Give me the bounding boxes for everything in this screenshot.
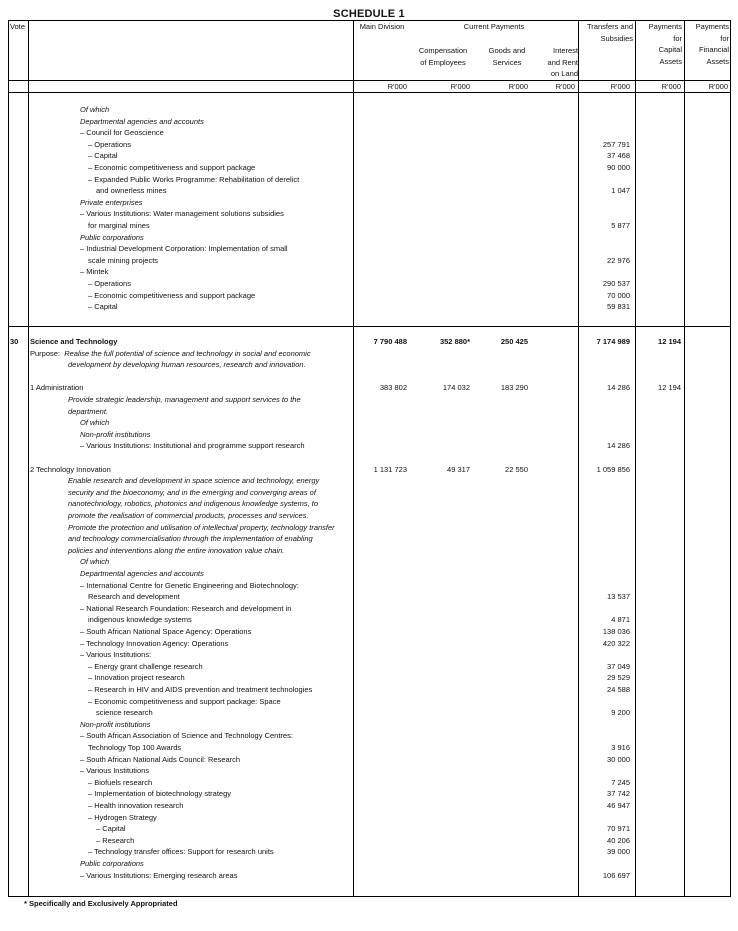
table-row (0, 290, 738, 302)
amount-goods: 22 550 (505, 464, 528, 474)
table-row (0, 696, 738, 708)
amount-tr: 37 049 (607, 661, 630, 671)
table-row (0, 429, 738, 441)
row-label: – Various Institutions: (80, 650, 152, 660)
row-label: – South African Association of Science and Technology Centres: (80, 731, 293, 741)
table-row (0, 139, 738, 151)
table-row (0, 348, 738, 360)
table-row (0, 104, 738, 116)
table-row (0, 208, 738, 220)
table-row (0, 580, 738, 592)
amount-comp: 352 880* (439, 337, 470, 346)
row-label: – Industrial Development Corporation: Implementation of small (80, 244, 288, 254)
unit-transfers: R'000 (610, 82, 630, 91)
table-row (0, 707, 738, 719)
amount-tr: 5 877 (611, 221, 630, 230)
table-row (0, 533, 738, 545)
unit-financial: R'000 (708, 82, 728, 91)
table-row (0, 174, 738, 186)
amount-tr: 138 036 (602, 627, 630, 636)
row-label: – Operations (88, 139, 131, 149)
row-label: – International Centre for Genetic Engineering and Biotechnology: (80, 580, 299, 590)
amount-tr: 37 742 (607, 789, 630, 799)
table-row (0, 266, 738, 278)
table-row (0, 765, 738, 777)
table-row (0, 510, 738, 522)
header-financial-line: for (720, 33, 729, 43)
header-vote: Vote (10, 22, 26, 31)
row-label: – Mintek (80, 267, 109, 277)
amount-tr: 40 206 (607, 835, 630, 845)
row-label: Of which (80, 105, 110, 114)
table-row (0, 742, 738, 754)
row-label: – Various Institutions: Emerging research areas (80, 870, 238, 880)
header-capital-line: Assets (659, 56, 682, 66)
table-row (0, 394, 738, 406)
header-transfers-line: Subsidies (600, 33, 633, 43)
amount-main: 383 802 (379, 383, 407, 393)
row-label: – Capital (88, 151, 118, 161)
row-label: Non-profit institutions (80, 429, 151, 439)
table-row (0, 475, 738, 487)
table-row (0, 684, 738, 696)
table-row (0, 661, 738, 673)
header-current-payments: Current Payments (463, 22, 525, 31)
amount-tr: 14 286 (607, 383, 630, 393)
table-row (0, 626, 738, 638)
footnote: * Specifically and Exclusively Appropriated (24, 899, 178, 908)
table-row (0, 603, 738, 615)
amount-comp: 49 317 (447, 464, 470, 474)
amount-tr: 29 529 (607, 673, 630, 683)
row-label: and technology commercialisation through the implementation of enabling (68, 534, 313, 544)
row-label: Departmental agencies and accounts (80, 116, 204, 126)
table-row (0, 185, 738, 197)
amount-tr: 290 537 (602, 279, 630, 288)
row-label: Science and Technology (30, 337, 118, 346)
header-interest (538, 45, 578, 80)
amount-goods: 250 425 (500, 337, 528, 346)
row-label: policies and interventions along the entire innovation value chain. (68, 545, 285, 555)
table-row (0, 406, 738, 418)
amount-cap: 12 194 (658, 383, 681, 393)
row-label: – Capital (96, 824, 126, 834)
row-label: Non-profit institutions (80, 719, 151, 729)
header-financial-line: Payments (695, 22, 729, 31)
header-goods (482, 45, 532, 68)
amount-tr: 37 468 (607, 151, 630, 161)
amount-tr: 24 588 (607, 685, 630, 694)
header-goods-line: Services (492, 57, 522, 67)
row-label: – Energy grant challenge research (88, 661, 203, 671)
table-row (0, 487, 738, 499)
row-label: – Various Institutions: Institutional and programme support research (80, 441, 305, 451)
row-label: – Implementation of biotechnology strategy (88, 789, 232, 799)
row-label: Private enterprises (80, 197, 143, 207)
row-label: and ownerless mines (96, 186, 167, 196)
table-row (0, 440, 738, 452)
amount-tr: 1 047 (611, 186, 630, 196)
table-row (0, 672, 738, 684)
row-label: promote the realisation of commercial products, processes and services. (68, 511, 309, 520)
header-goods-line: Goods and (488, 46, 526, 55)
row-label: – South African National Space Agency: Operations (80, 627, 252, 636)
table-row (0, 116, 738, 128)
table-row (0, 858, 738, 870)
amount-tr: 257 791 (602, 139, 630, 149)
header-interest-line: Interest (552, 46, 578, 55)
header-rule (8, 80, 731, 81)
table-row (0, 255, 738, 267)
row-label: – Various Institutions (80, 766, 150, 776)
row-label: Promote the protection and utilisation of intellectual property, technology transfer (68, 522, 335, 532)
amount-tr: 39 000 (607, 847, 630, 857)
row-label: Of which (80, 418, 110, 428)
table-row (0, 324, 738, 336)
unit-capital: R'000 (661, 82, 681, 91)
table-row (0, 730, 738, 742)
row-label: – South African National Aids Council: Research (80, 754, 241, 764)
row-label: – National Research Foundation: Research and development in (80, 603, 292, 613)
header-compensation (412, 45, 474, 68)
amount-tr: 90 000 (607, 163, 630, 172)
row-label: – Technology transfer offices: Support for research units (88, 847, 274, 857)
header-capital-line: for (673, 33, 682, 43)
table-row (0, 754, 738, 766)
row-label: – Economic competitiveness and support package (88, 163, 256, 172)
header-financial-assets (685, 21, 729, 67)
header-financial-line: Financial (698, 45, 729, 54)
row-label: Public corporations (80, 859, 144, 868)
table-row (0, 498, 738, 510)
header-capital-line: Payments (648, 22, 682, 31)
amount-tr: 59 831 (607, 302, 630, 312)
unit-compensation: R'000 (450, 82, 470, 91)
row-label: nanotechnology, robotics, photonics and indigenous knowledge systems, to (68, 499, 319, 509)
amount-tr: 4 871 (611, 615, 630, 625)
header-transfers-line: Transfers and (587, 22, 633, 31)
unit-goods: R'000 (508, 82, 528, 91)
table-row (0, 812, 738, 824)
table-row (0, 220, 738, 232)
amount-tr: 30 000 (607, 754, 630, 764)
row-label: 2 Technology Innovation (30, 464, 111, 474)
row-label: Departmental agencies and accounts (80, 569, 204, 578)
header-main-division: Main Division (359, 22, 405, 31)
amount-tr: 46 947 (607, 801, 630, 810)
row-label: Provide strategic leadership, management and support services to the (68, 395, 301, 404)
table-row (0, 243, 738, 255)
amount-tr: 70 000 (607, 290, 630, 300)
amount-goods: 183 290 (500, 383, 528, 393)
amount-tr: 14 286 (607, 441, 630, 451)
row-label: 1 Administration (30, 383, 84, 393)
header-interest-line: and Rent (547, 57, 578, 67)
table-row (0, 638, 738, 650)
table-row (0, 336, 738, 348)
row-label: department. (68, 406, 109, 416)
table-row (0, 719, 738, 731)
row-label: – Economic competitiveness and support package (88, 290, 256, 300)
row-label: security and the bioeconomy, and in the emerging and converging areas of (68, 487, 316, 497)
row-label: – Expanded Public Works Programme: Rehabilitation of derelict (88, 174, 300, 184)
row-label: Public corporations (80, 232, 144, 242)
row-label: – Technology Innovation Agency: Operations (80, 638, 229, 648)
row-label: – Various Institutions: Water management solutions subsidies (80, 209, 284, 219)
table-row (0, 556, 738, 568)
table-row (0, 568, 738, 580)
table-row (0, 591, 738, 603)
amount-tr: 70 971 (607, 824, 630, 834)
table-row (0, 788, 738, 800)
table-row (0, 614, 738, 626)
row-label: indigenous knowledge systems (88, 615, 192, 625)
row-label: development by developing human resources, research and innovation. (68, 360, 306, 370)
row-label: – Health innovation research (88, 801, 184, 810)
amount-tr: 13 537 (607, 592, 630, 602)
header-financial-line: Assets (706, 56, 729, 66)
table-row (0, 464, 738, 476)
row-label: – Research in HIV and AIDS prevention and treatment technologies (88, 685, 313, 694)
amount-main: 1 131 723 (373, 464, 407, 474)
unit-main: R'000 (387, 82, 407, 91)
amount-main: 7 790 488 (373, 337, 407, 346)
table-row (0, 417, 738, 429)
amount-cap: 12 194 (658, 337, 681, 346)
table-row (0, 301, 738, 313)
table-row (0, 835, 738, 847)
row-label: science research (96, 708, 153, 718)
table-row (0, 452, 738, 464)
table-row (0, 197, 738, 209)
table-row (0, 649, 738, 661)
row-label: – Operations (88, 279, 131, 288)
amount-tr: 22 976 (607, 255, 630, 265)
amount-comp: 174 032 (442, 383, 470, 393)
row-label: Research and development (88, 592, 180, 602)
amount-tr: 1 059 856 (596, 464, 630, 474)
row-label: – Hydrogen Strategy (88, 812, 157, 822)
table-row (0, 846, 738, 858)
header-compensation-line: Compensation (418, 46, 468, 55)
row-label: for marginal mines (88, 221, 150, 230)
unit-interest: R'000 (555, 82, 575, 91)
header-capital-assets (636, 21, 682, 67)
amount-tr: 106 697 (602, 870, 630, 880)
row-label: – Capital (88, 302, 118, 312)
table-row (0, 545, 738, 557)
header-compensation-line: of Employees (420, 57, 466, 67)
row-label: scale mining projects (88, 255, 159, 265)
unit-rule (8, 92, 731, 93)
row-label: – Research (96, 835, 135, 845)
row-label: Of which (80, 557, 110, 567)
schedule-title: SCHEDULE 1 (333, 8, 405, 20)
header-interest-line: on Land (550, 69, 578, 78)
amount-tr: 420 322 (602, 638, 630, 648)
row-label: Purpose: Realise the full potential of science and technology in social and economic (30, 348, 311, 358)
header-capital-line: Capital (658, 45, 682, 54)
table-row (0, 382, 738, 394)
table-row (0, 127, 738, 139)
row-label: – Council for Geoscience (80, 128, 164, 138)
header-transfers (579, 21, 633, 44)
row-label: Technology Top 100 Awards (88, 743, 182, 752)
vote-number: 30 (10, 337, 19, 346)
table-row (0, 162, 738, 174)
amount-tr: 7 174 989 (596, 337, 630, 346)
table-row (0, 777, 738, 789)
row-label: – Innovation project research (88, 673, 185, 683)
table-row (0, 359, 738, 371)
amount-tr: 7 245 (611, 777, 630, 787)
table-row (0, 371, 738, 383)
table-row (0, 870, 738, 882)
table-row (0, 150, 738, 162)
amount-tr: 9 200 (611, 708, 630, 718)
amount-tr: 3 916 (611, 743, 630, 752)
table-row (0, 232, 738, 244)
table-row (0, 800, 738, 812)
table-row (0, 823, 738, 835)
table-row (0, 522, 738, 534)
table-row (0, 313, 738, 325)
row-label: – Economic competitiveness and support package: Space (88, 696, 281, 706)
row-label: – Biofuels research (88, 777, 153, 787)
table-row (0, 278, 738, 290)
row-label: Enable research and development in space science and technology, energy (68, 476, 320, 486)
